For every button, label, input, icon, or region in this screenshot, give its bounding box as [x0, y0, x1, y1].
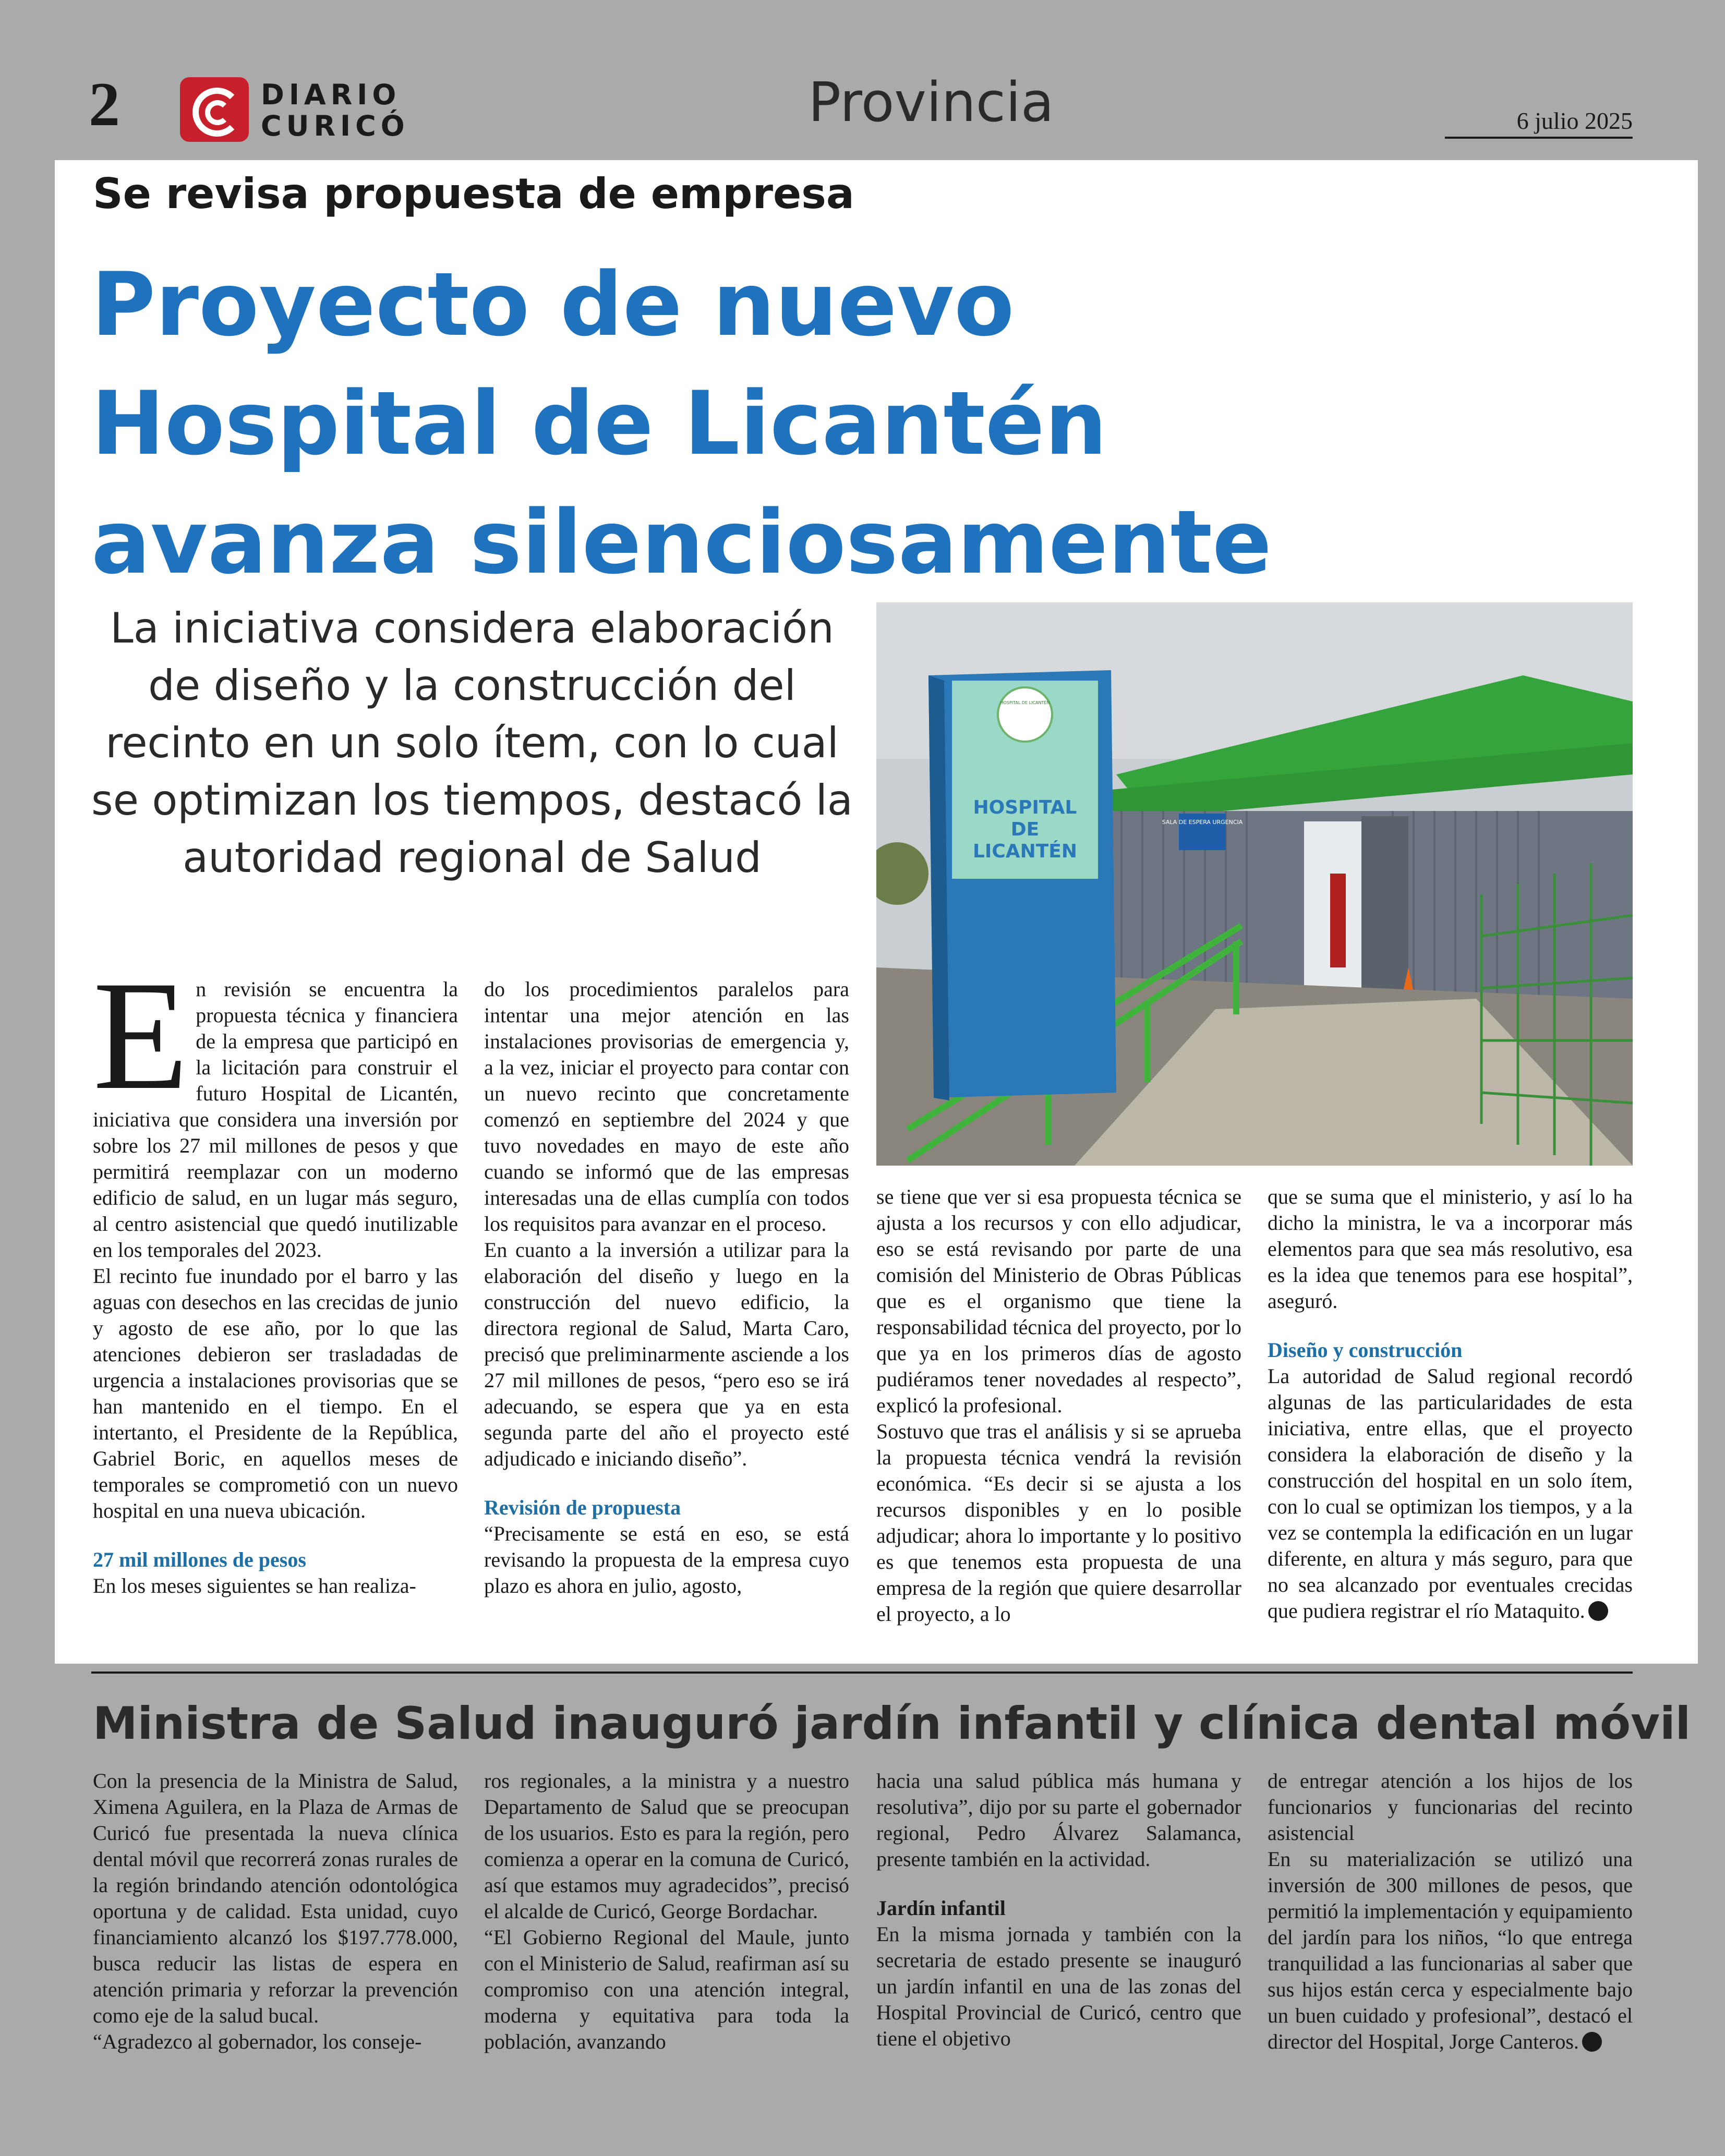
article1-col4-p2: La autoridad de Salud regional recordó algunas de las particularidades de esta iniciativa, entre ellas, que el proyecto considera la elaboración de diseño y la construcción del hospital en un solo ítem, con lo cual se optimizan los tiempos, y a la vez se contempla la edificación en un lugar diferente, en altura y más seguro, para que no sea alcanzado por eventuales crecidas que pudiera registrar el río Mataquito. — [1268, 1364, 1633, 1622]
article1-column-2 — [484, 976, 849, 1599]
article1-col4-p1: que se suma que el ministerio, y así lo ha dicho la ministra, le va a incorporar más elementos para que sea más resolutivo, esa es la idea que tenemos para ese hospital”, aseguró. — [1268, 1185, 1633, 1313]
article2-column-4 — [1268, 1768, 1633, 2055]
article2-col2-p1: ros regionales, a la ministra y a nuestro Departamento de Salud que se preocupan de los usuarios. Esto es para la región, pero comienza a operar en la comuna de Curicó, así que estamos muy agradecidos”, precisó el alcalde de Curicó, George Bordachar. — [484, 1769, 849, 1923]
article1-col3-p2: Sostuvo que tras el análisis y si se aprueba la propuesta técnica vendrá la revisión económica. “Es decir si se ajusta a los recursos disponibles y en lo posible adjudicar; ahora lo importante y lo positivo es que tenemos esta propuesta de una empresa de la región que quiere desarrollar el proyecto, a lo — [876, 1420, 1241, 1626]
drop-cap: E — [93, 949, 189, 1122]
end-mark-icon — [1588, 1601, 1608, 1621]
article1-column-3 — [876, 1184, 1241, 1627]
end-mark-icon — [1582, 2032, 1602, 2052]
sign-logo-text: HOSPITAL DE LICANTÉN — [1000, 700, 1050, 705]
article2-col4-paragraph — [1268, 1846, 1633, 2055]
article1-subhead-1: 27 mil millones de pesos — [93, 1548, 306, 1571]
hospital-photo-illustration — [876, 602, 1633, 1166]
article-lead: La iniciativa considera elaboración de diseño y la construcción del recinto en un solo ítem, con lo cual se optimizan los tiempos, destacó la autoridad regional de Salud — [91, 604, 853, 882]
article-kicker: Se revisa propuesta de empresa — [93, 169, 854, 218]
article2-column-3 — [876, 1768, 1241, 2052]
logo-line-1: DIARIO — [261, 78, 401, 111]
sign-line-3: LICANTÉN — [972, 841, 1078, 862]
article1-col2-p1: do los procedimientos paralelos para intentar una mejor atención en las instalaciones provisorias de emergencia y, a la vez, iniciar el proyecto para contar con un nuevo recinto que concretamente comenzó en septiembre del 2024 y que tuvo novedades en mayo de este año cuando se informó que de las empresas interesadas una de ellas cumplía con todos los requisitos para avanzar en el proceso. — [484, 977, 849, 1236]
article1-col1-p1: n revisión se encuentra la propuesta técnica y financiera de la empresa que participó en la licitación para construir el futuro Hospital de Licantén, iniciativa que considera una inversión por sobre los 27 mil millones de pesos y que permitirá reemplazar con un moderno edificio de salud, en un lugar más seguro, al centro asistencial que quedó inutilizable en los temporales del 2023. — [93, 977, 458, 1262]
article1-column-4 — [1268, 1184, 1633, 1624]
article1-col3-p1: se tiene que ver si esa propuesta técnica se ajusta a los recursos y con ello adjudicar, eso se está revisando por parte de una comisión del Ministerio de Obras Públicas que es el organismo que tiene la responsabilidad técnica del proyecto, por lo que ya en los primeros días de agosto pudiéramos tener novedades al respecto”, explicó la profesional. — [876, 1185, 1241, 1417]
diario-curico-logo-icon — [180, 77, 249, 142]
article2-col2-p2: “El Gobierno Regional del Maule, junto con el Ministerio de Salud, reafirman así su compromiso con una atención integral, moderna y equitativa para toda la población, avanzando — [484, 1925, 849, 2053]
article-divider — [91, 1671, 1633, 1674]
article1-col1-paragraph — [93, 949, 458, 1263]
sign-line-1: HOSPITAL — [973, 797, 1077, 818]
article2-col4-p1: de entregar atención a los hijos de los funcionarios y funcionarias del recinto asistencial — [1268, 1769, 1633, 1845]
article2-col4-p2: En su materialización se utilizó una inversión de 300 millones de pesos, que permitió la implementación y equipamiento del jardín para los niños, “lo que entrega tranquilidad a las funcionarias al saber que sus hijos están cerca y especialmente bajo un buen cuidado y profesional”, destacó el director del Hospital, Jorge Canteros. — [1268, 1847, 1633, 2053]
article2-col3-p1: hacia una salud pública más humana y resolutiva”, dijo por su parte el gobernador regional, Pedro Álvarez Salamanca, presente también en la actividad. — [876, 1769, 1241, 1871]
page-number: 2 — [89, 69, 120, 139]
door-sign — [1162, 819, 1243, 826]
hospital-photo — [876, 602, 1633, 1166]
section-title: Provincia — [808, 70, 1054, 134]
headline-line-2: Hospital de Licantén — [91, 372, 1107, 475]
second-article-headline: Ministra de Salud inauguró jardín infantil y clínica dental móvil — [93, 1698, 1691, 1750]
article2-col1-p2: “Agradezco al gobernador, los conseje- — [93, 2030, 422, 2053]
headline-line-1: Proyecto de nuevo — [91, 253, 1015, 356]
newspaper-logo — [261, 79, 409, 142]
sign-line-2: DE — [1010, 819, 1040, 840]
article1-col1-p2: El recinto fue inundado por el barro y las aguas con desechos en las crecidas de junio y agosto de ese año, por lo que las atenciones debieron ser trasladadas de urgencia a instalaciones provisorias que se han mantenido en el tiempo. En el intertanto, el Presidente de la República, Gabriel Boric, en aquellos meses de temporales se comprometió con un nuevo hospital en una nueva ubicación. — [93, 1264, 458, 1522]
article2-col1-p1: Con la presencia de la Ministra de Salud, Ximena Aguilera, en la Plaza de Armas de Curicó fue presentada la nueva clínica dental móvil que recorrerá zonas rurales de la región brindando atención odontológica oportuna y de calidad. Esta unidad, cuyo financiamiento alcanzó los $197.778.000, busca reducir las listas de espera en atención primaria y reforzar la prevención como eje de la salud bucal. — [93, 1769, 458, 2027]
article2-col3-p2: En la misma jornada y también con la secretaria de estado presente se inauguró un jardín infantil en una de las zonas del Hospital Provincial de Curicó, centro que tiene el objetivo — [876, 1922, 1241, 2050]
door-sign-text: SALA DE ESPERA URGENCIA — [1162, 819, 1243, 826]
logo-line-2: CURICÓ — [261, 110, 409, 142]
article2-column-2 — [484, 1768, 849, 2055]
issue-date: 6 julio 2025 — [1445, 107, 1633, 139]
article2-subhead: Jardín infantil — [876, 1896, 1006, 1920]
article1-subhead-3: Diseño y construcción — [1268, 1338, 1463, 1362]
article1-column-1 — [93, 949, 458, 1599]
article1-col1-p3: En los meses siguientes se han realiza- — [93, 1574, 416, 1597]
headline-line-3: avanza silenciosamente — [91, 491, 1272, 593]
article1-col2-p2: En cuanto a la inversión a utilizar para la elaboración del diseño y luego en la construcción del nuevo edificio, la directora regional de Salud, Marta Caro, precisó que preliminarmente asciende a los 27 mil millones de pesos, “pero eso se irá adecuando, se espera que ya en esta segunda parte del año el proyecto esté adjudicado e iniciando diseño”. — [484, 1238, 849, 1470]
article2-column-1 — [93, 1768, 458, 2055]
article-headline — [91, 245, 1395, 602]
article1-col2-p3: “Precisamente se está en eso, se está revisando la propuesta de la empresa cuyo plazo es ahora en julio, agosto, — [484, 1522, 849, 1597]
article1-col4-paragraph — [1268, 1363, 1633, 1624]
article1-subhead-2: Revisión de propuesta — [484, 1496, 681, 1519]
